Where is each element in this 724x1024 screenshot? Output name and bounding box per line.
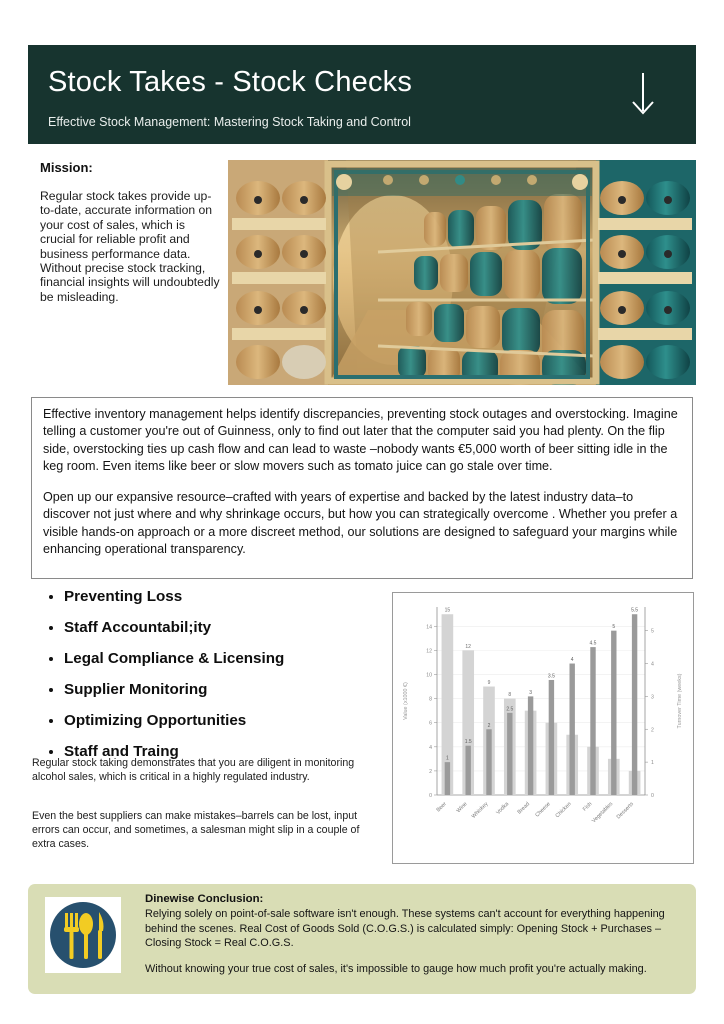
svg-text:5: 5: [612, 624, 616, 631]
svg-text:Beer: Beer: [435, 801, 448, 814]
svg-text:1.5: 1.5: [464, 739, 472, 746]
svg-text:4: 4: [651, 661, 654, 668]
mission-title: Mission:: [40, 160, 93, 175]
svg-text:14: 14: [426, 624, 432, 631]
svg-text:0: 0: [429, 793, 432, 799]
body-paragraph-2: Open up our expansive resource–crafted with years of expertise and backed by the latest industry data–to discover not just where and why shrinkage occurs, but how you can strategically overcome . Whether you prefer a visible hands-on approach or a more discreet method, our solutions are designed to safeguard your margins while enhancing operational transparency.: [43, 490, 678, 556]
hero-image: [228, 160, 696, 385]
list-item: Staff Accountabil;ity: [64, 619, 409, 636]
svg-text:Wine: Wine: [455, 801, 469, 815]
svg-text:3: 3: [651, 694, 654, 701]
svg-text:15: 15: [444, 607, 451, 614]
page-subtitle: Effective Stock Management: Mastering Stock Taking and Control: [48, 114, 411, 129]
arrow-down-icon[interactable]: [626, 71, 660, 117]
mission-block: [40, 160, 220, 304]
benefits-list: [40, 588, 409, 774]
list-item: Preventing Loss: [64, 588, 409, 605]
svg-text:1: 1: [651, 760, 654, 767]
svg-text:Turnover Time (weeks): Turnover Time (weeks): [677, 673, 683, 729]
left-paragraph-2: Even the best suppliers can make mistakes–barrels can be lost, input errors can occur, and sometimes, a salesman might slip in a couple of extra cases.: [32, 810, 360, 850]
conclusion-footer: [28, 884, 696, 994]
cutlery-logo-icon: [45, 897, 121, 973]
conclusion-text: [145, 893, 678, 976]
svg-text:2: 2: [651, 727, 654, 734]
body-text-box: [31, 397, 693, 579]
svg-text:10: 10: [426, 672, 432, 679]
svg-text:3: 3: [529, 689, 532, 696]
svg-text:2.5: 2.5: [506, 706, 514, 713]
svg-text:12: 12: [465, 643, 471, 650]
svg-text:Bread: Bread: [516, 801, 532, 816]
svg-text:0: 0: [651, 793, 654, 799]
svg-text:Value (x1000 €): Value (x1000 €): [403, 682, 409, 720]
conclusion-title: Dinewise Conclusion:: [145, 893, 264, 905]
svg-text:5: 5: [651, 628, 654, 635]
svg-text:4: 4: [429, 744, 432, 751]
svg-text:2: 2: [487, 722, 491, 729]
svg-text:6: 6: [429, 720, 432, 727]
svg-text:5.5: 5.5: [631, 607, 639, 614]
svg-text:9: 9: [487, 680, 491, 687]
svg-text:Whiskey: Whiskey: [470, 801, 490, 820]
page-title: Stock Takes - Stock Checks: [48, 66, 413, 98]
svg-text:8: 8: [429, 696, 432, 703]
svg-text:Chicken: Chicken: [554, 801, 573, 820]
left-paragraph-1: Regular stock taking demonstrates that you are diligent in monitoring alcohol sales, which is critical in a highly regulated industry.: [32, 757, 355, 783]
svg-text:12: 12: [426, 648, 432, 655]
body-paragraph-1: Effective inventory management helps identify discrepancies, preventing stock outages and overstocking. Imagine telling a customer you're out of Guinness, only to find out later that the computer said you had plenty. On the flip side, overstocking ties up cash flow and can lead to waste –nobody wants €5,000 worth of beer sitting idle in the keg room. Even items like beer or slow movers such as tomato juice can go stale over time.: [43, 407, 678, 473]
list-item: Legal Compliance & Licensing: [64, 650, 409, 667]
page-header: [28, 45, 696, 144]
svg-text:3.5: 3.5: [547, 673, 555, 680]
svg-text:4: 4: [570, 657, 574, 664]
mission-body: Regular stock takes provide up-to-date, accurate information on your cost of sales, which is crucial for reliable profit and business performance data. Without precise stock tracking, financial insights will undoubtedly be misleading.: [40, 189, 220, 304]
stock-chart: [392, 592, 694, 864]
svg-text:1: 1: [446, 755, 449, 762]
svg-text:Vegetables: Vegetables: [591, 801, 615, 825]
svg-text:4.5: 4.5: [589, 640, 597, 647]
svg-text:Cheese: Cheese: [534, 801, 552, 819]
svg-text:2: 2: [429, 768, 432, 775]
conclusion-paragraph-2: Without knowing your true cost of sales, it's impossible to gauge how much profit you're actually making.: [145, 962, 647, 975]
svg-text:Fish: Fish: [581, 801, 594, 813]
conclusion-paragraph-1: Relying solely on point-of-sale software isn't enough. These systems can't account for everything happening behind the scenes. Real Cost of Goods Sold (C.O.G.S.) is calculated simply: Opening Stock + Purchases – Closing Stock = Real C.O.G.S.: [145, 908, 665, 949]
list-item: Optimizing Opportunities: [64, 712, 409, 729]
svg-text:8: 8: [508, 692, 512, 699]
list-item: Supplier Monitoring: [64, 681, 409, 698]
list-item: Staff and Traing: [64, 743, 409, 760]
svg-text:Vodka: Vodka: [495, 801, 511, 817]
svg-text:Desserts: Desserts: [615, 801, 636, 821]
